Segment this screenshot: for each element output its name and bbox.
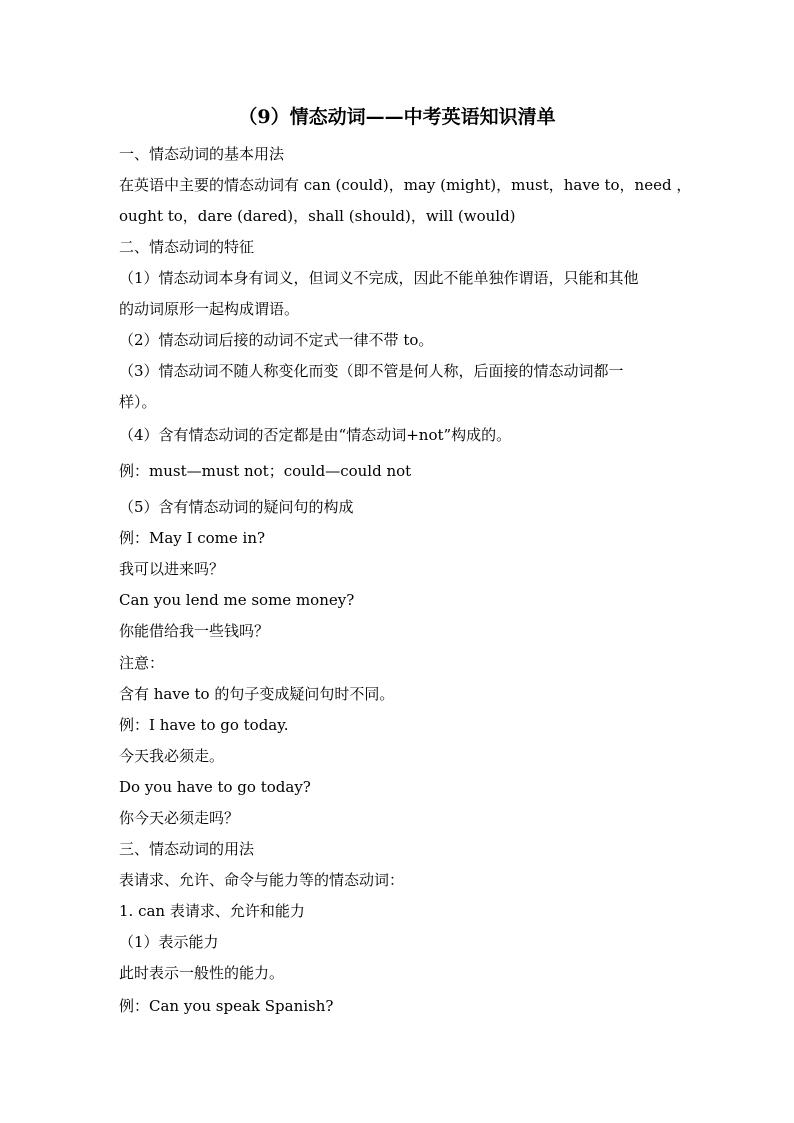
- paragraph-line: 的动词原形一起构成谓语。: [119, 300, 300, 318]
- paragraph-line: ought to，dare (dared)，shall (should)，will (would): [119, 207, 516, 225]
- example-line: 例：I have to go today.: [119, 716, 289, 734]
- paragraph-line: （5）含有情态动词的疑问句的构成: [119, 498, 354, 516]
- paragraph-line: 在英语中主要的情态动词有 can (could)，may (might)，must，have to，need ，: [119, 176, 692, 194]
- paragraph-line: （1）情态动词本身有词义，但词义不完成，因此不能单独作谓语，只能和其他: [119, 269, 639, 287]
- translation-line: 你能借给我一些钱吗？: [119, 622, 270, 640]
- paragraph-line: 表请求、允许、命令与能力等的情态动词：: [119, 871, 405, 889]
- translation-line: 我可以进来吗？: [119, 560, 225, 578]
- paragraph-line: （4）含有情态动词的否定都是由“情态动词+not”构成的。: [119, 426, 512, 444]
- section-heading-usage: 三、情态动词的用法: [119, 840, 255, 858]
- paragraph-line: （2）情态动词后接的动词不定式一律不带 to。: [119, 331, 434, 349]
- paragraph-line: 此时表示一般性的能力。: [119, 964, 285, 982]
- translation-line: 今天我必须走。: [119, 747, 225, 765]
- example-line: Can you lend me some money?: [119, 591, 355, 609]
- document-title: （9）情态动词——中考英语知识清单: [238, 106, 556, 128]
- example-line: 例：must—must not；could—could not: [119, 462, 412, 480]
- paragraph-line: （1）表示能力: [119, 933, 219, 951]
- example-line: 例：Can you speak Spanish?: [119, 997, 334, 1015]
- paragraph-line: 样）。: [119, 393, 157, 411]
- note-label: 注意：: [119, 654, 165, 672]
- subheading-can: 1. can 表请求、允许和能力: [119, 902, 305, 920]
- example-line: Do you have to go today?: [119, 778, 311, 796]
- example-line: 例：May I come in?: [119, 529, 266, 547]
- paragraph-line: 含有 have to 的句子变成疑问句时不同。: [119, 685, 395, 703]
- section-heading-basic-usage: 一、情态动词的基本用法: [119, 145, 285, 163]
- section-heading-features: 二、情态动词的特征: [119, 238, 255, 256]
- paragraph-line: （3）情态动词不随人称变化而变（即不管是何人称，后面接的情态动词都一: [119, 362, 624, 380]
- translation-line: 你今天必须走吗？: [119, 809, 240, 827]
